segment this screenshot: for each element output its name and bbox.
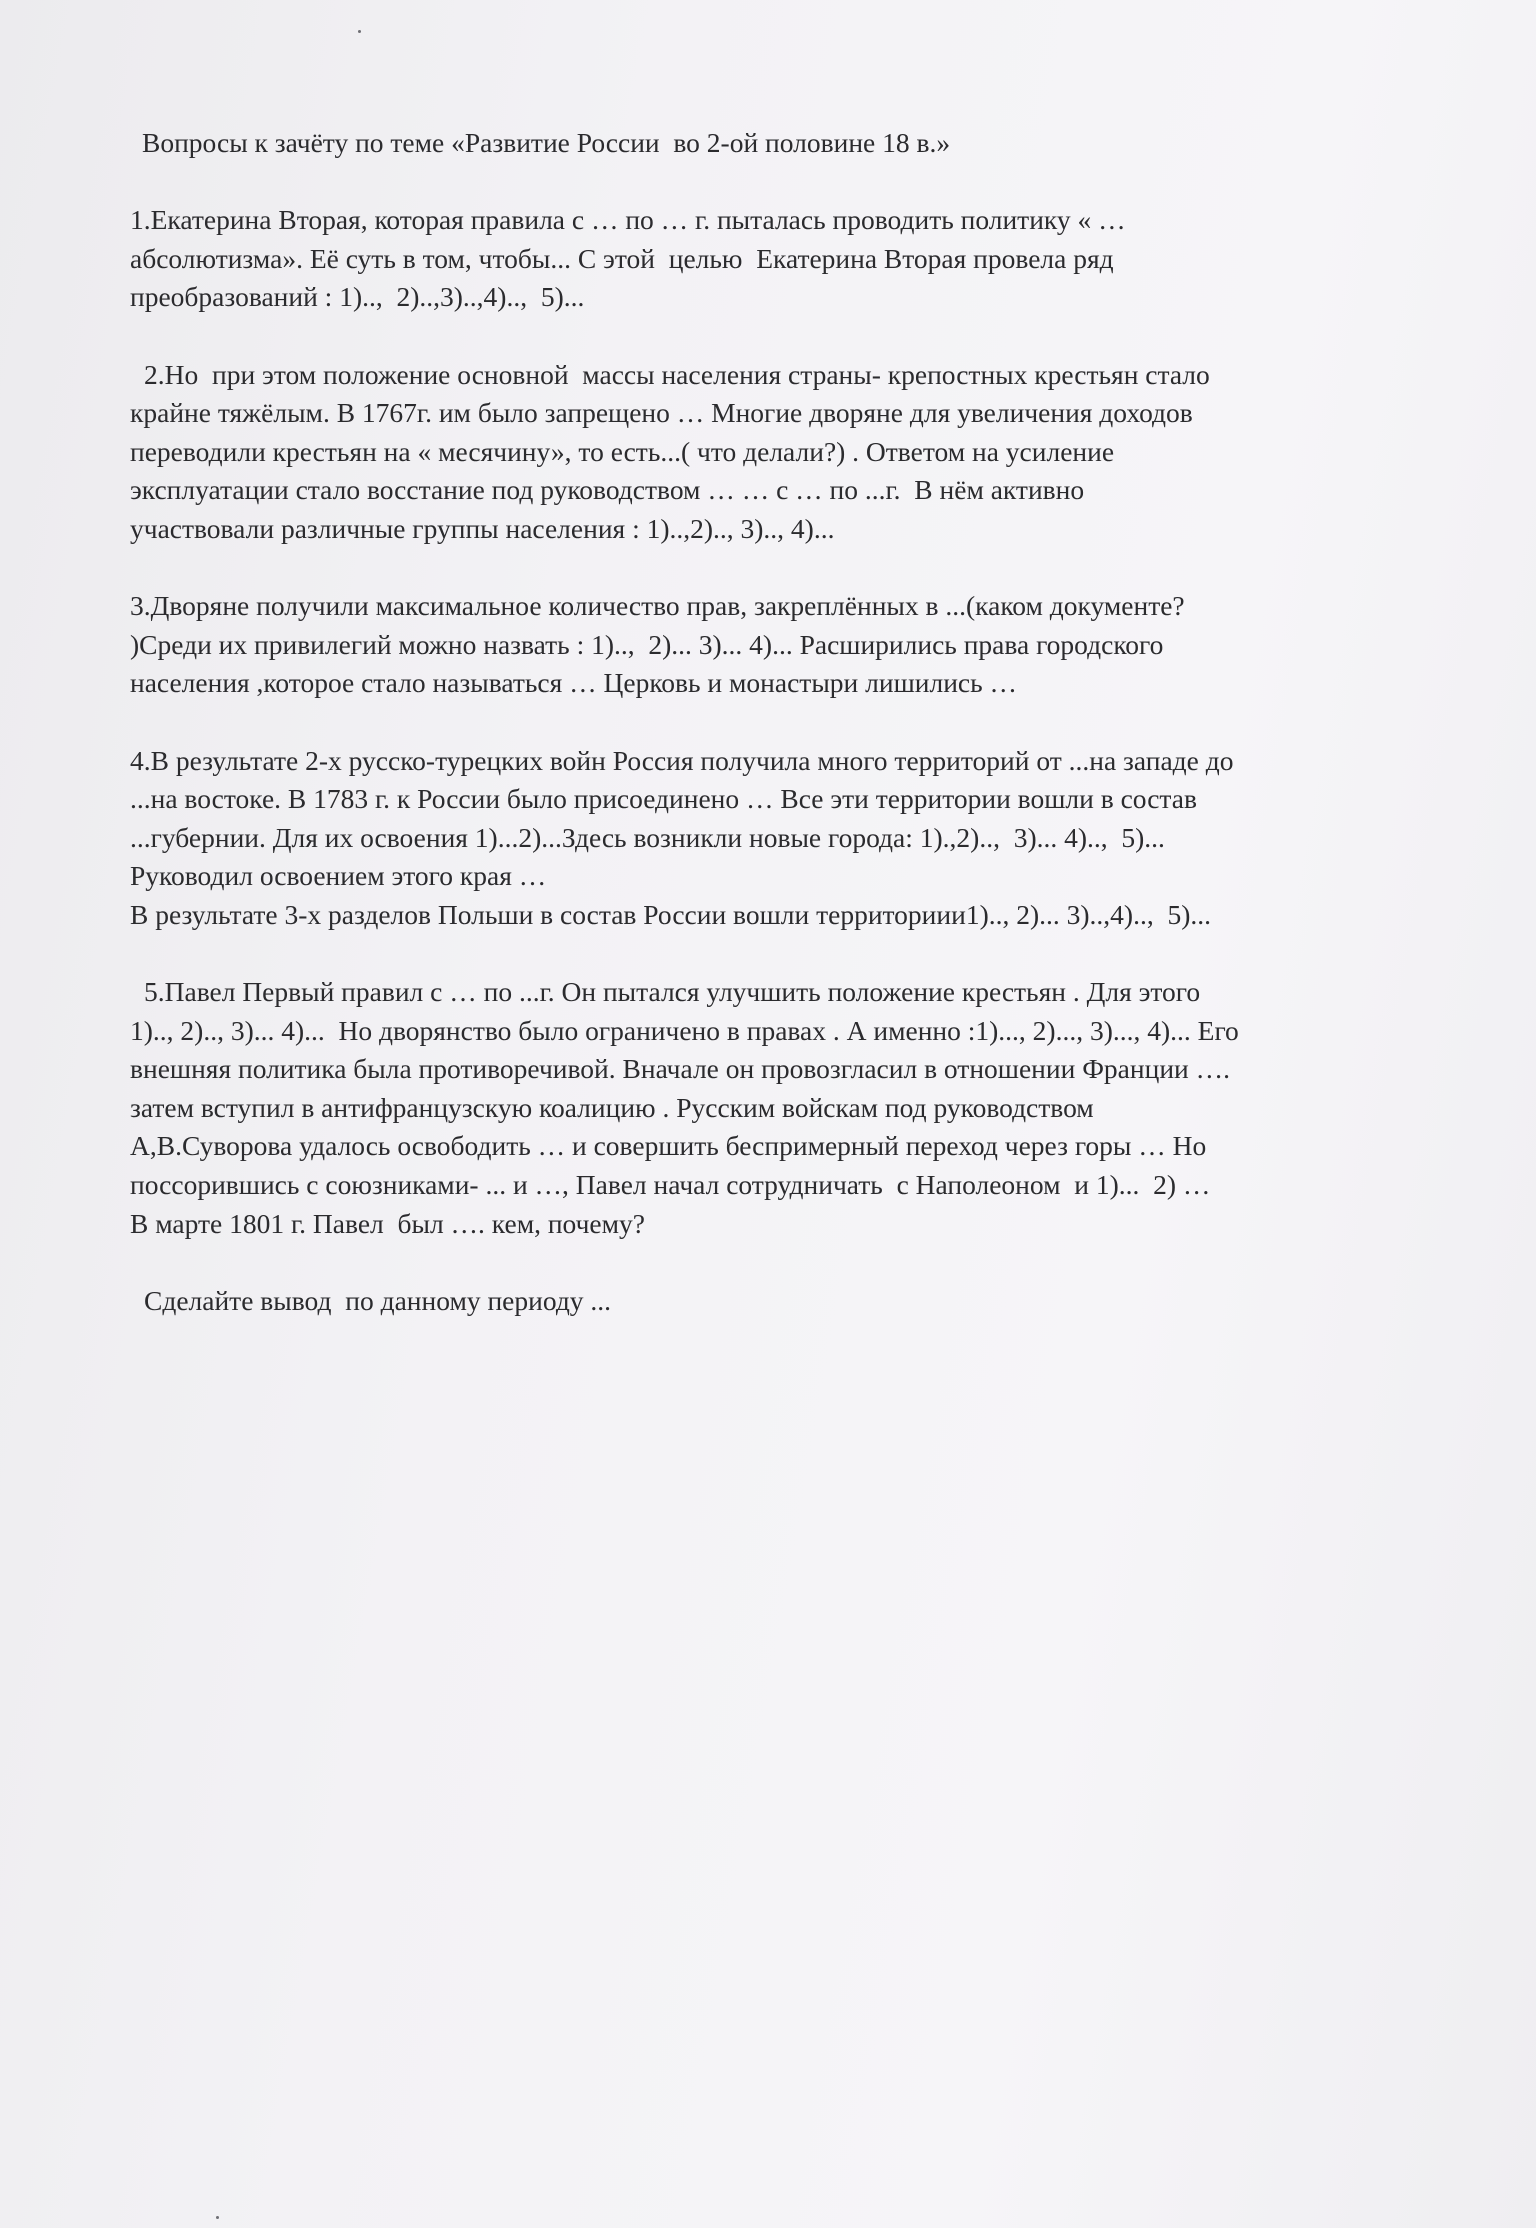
question-1	[130, 201, 1475, 317]
question-line: населения ,которое стало называться … Церковь и монастыри лишились …	[130, 667, 1018, 699]
paper-speck	[216, 2216, 219, 2219]
question-line: ...губернии. Для их освоения 1)...2)...Здесь возникли новые города: 1).,2).., 3)... 4).., 5)...	[130, 821, 1165, 853]
question-5	[130, 973, 1475, 1243]
document-body	[130, 124, 1475, 1320]
question-line: затем вступил в антифранцузскую коалицию . Русским войскам под руководством	[130, 1091, 1094, 1123]
question-line: 2.Но при этом положение основной массы населения страны- крепостных крестьян стало	[144, 358, 1210, 390]
question-line: участвовали различные группы населения : 1)..,2).., 3).., 4)...	[130, 512, 835, 544]
question-line: преобразований : 1).., 2)..,3)..,4).., 5)...	[130, 281, 585, 313]
question-line: А,В.Суворова удалось освободить … и совершить беспримерный переход через горы … Но	[130, 1130, 1207, 1162]
question-line: абсолютизма». Её суть в том, чтобы... С этой целью Екатерина Вторая провела ряд	[130, 242, 1114, 274]
question-line: переводили крестьян на « месячину», то есть...( что делали?) . Ответом на усиление	[130, 435, 1115, 467]
question-4	[130, 742, 1475, 935]
question-line: крайне тяжёлым. В 1767г. им было запрещено … Многие дворяне для увеличения доходов	[130, 397, 1193, 429]
question-line: В марте 1801 г. Павел был …. кем, почему?	[130, 1207, 645, 1239]
document-title: Вопросы к зачёту по теме «Развитие России во 2-ой половине 18 в.»	[142, 127, 951, 158]
question-2	[130, 356, 1475, 549]
question-line: 4.В результате 2-х русско-турецких войн Россия получила много территорий от ...на западе до	[130, 744, 1234, 776]
question-line: поссорившись с союзниками- ... и …, Павел начал сотрудничать с Наполеоном и 1)... 2) …	[130, 1169, 1211, 1201]
question-line: 5.Павел Первый правил с … по ...г. Он пытался улучшить положение крестьян . Для этого	[144, 976, 1201, 1008]
question-line: эксплуатации стало восстание под руководством … … с … по ...г. В нём активно	[130, 474, 1085, 506]
question-line: )Среди их привилегий можно назвать : 1).., 2)... 3)... 4)... Расширились права городского	[130, 628, 1164, 660]
question-line: 3.Дворяне получили максимальное количество прав, закреплённых в ...(каком документе?	[130, 590, 1185, 622]
conclusion-text: Сделайте вывод по данному периоду ...	[144, 1284, 612, 1316]
question-line: ...на востоке. В 1783 г. к России было присоединено … Все эти территории вошли в состав	[130, 783, 1197, 815]
question-line: 1).., 2).., 3)... 4)... Но дворянство было ограничено в правах . А именно :1)..., 2)..., 3)..., 4)... Его	[130, 1014, 1239, 1046]
question-line: внешняя политика была противоречивой. Вначале он провозгласил в отношении Франции ….	[130, 1053, 1230, 1085]
question-3	[130, 587, 1475, 703]
conclusion-block	[130, 1282, 1475, 1321]
paper-speck	[358, 30, 361, 33]
question-line: 1.Екатерина Вторая, которая правила с … по … г. пыталась проводить политику « …	[130, 204, 1126, 236]
question-line: Руководил освоением этого края …	[130, 860, 547, 892]
question-line: В результате 3-х разделов Польши в состав России вошли территориии1).., 2)... 3)..,4).., 5)...	[130, 898, 1211, 930]
